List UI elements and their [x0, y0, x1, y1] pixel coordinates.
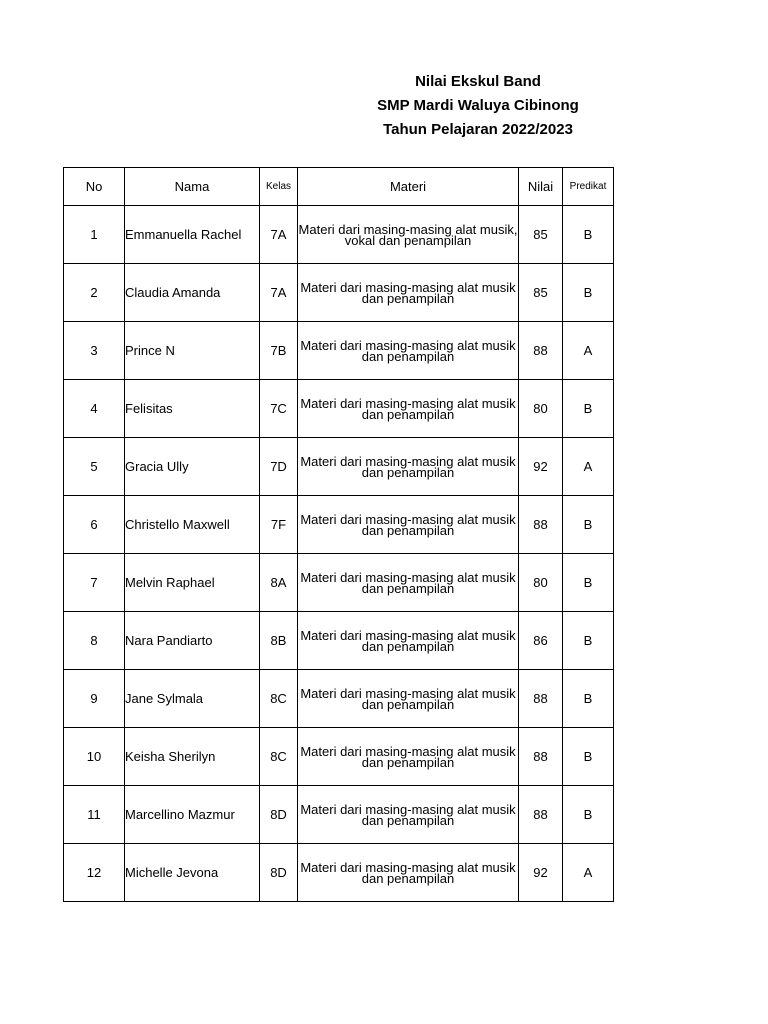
- col-header-nilai: Nilai: [519, 168, 563, 206]
- cell-materi: Materi dari masing-masing alat musik dan penampilan: [298, 264, 519, 322]
- cell-no: 1: [64, 206, 125, 264]
- col-header-nama: Nama: [125, 168, 260, 206]
- table-row: [64, 844, 614, 902]
- col-header-materi: Materi: [298, 168, 519, 206]
- cell-nama: Prince N: [125, 322, 260, 380]
- cell-predikat: B: [563, 264, 614, 322]
- cell-kelas: 8D: [260, 786, 298, 844]
- cell-nama: Marcellino Mazmur: [125, 786, 260, 844]
- cell-nilai: 92: [519, 438, 563, 496]
- cell-nilai: 88: [519, 786, 563, 844]
- cell-nama: Nara Pandiarto: [125, 612, 260, 670]
- cell-materi: Materi dari masing-masing alat musik dan penampilan: [298, 670, 519, 728]
- table-row: [64, 612, 614, 670]
- table-row: [64, 206, 614, 264]
- grades-table: [63, 167, 614, 902]
- table-row: [64, 496, 614, 554]
- title-school: SMP Mardi Waluya Cibinong: [377, 97, 579, 114]
- cell-nama: Jane Sylmala: [125, 670, 260, 728]
- cell-materi: Materi dari masing-masing alat musik dan penampilan: [298, 380, 519, 438]
- cell-nilai: 92: [519, 844, 563, 902]
- cell-no: 6: [64, 496, 125, 554]
- cell-materi: Materi dari masing-masing alat musik dan penampilan: [298, 438, 519, 496]
- cell-nilai: 86: [519, 612, 563, 670]
- cell-kelas: 7D: [260, 438, 298, 496]
- cell-nama: Claudia Amanda: [125, 264, 260, 322]
- cell-predikat: B: [563, 612, 614, 670]
- table-row: [64, 728, 614, 786]
- table-row: [64, 380, 614, 438]
- cell-kelas: 7C: [260, 380, 298, 438]
- cell-predikat: B: [563, 496, 614, 554]
- cell-materi: Materi dari masing-masing alat musik dan penampilan: [298, 612, 519, 670]
- cell-nilai: 85: [519, 206, 563, 264]
- cell-predikat: A: [563, 844, 614, 902]
- col-header-kelas: Kelas: [260, 168, 298, 206]
- cell-kelas: 7F: [260, 496, 298, 554]
- table-row: [64, 322, 614, 380]
- cell-materi: Materi dari masing-masing alat musik dan penampilan: [298, 844, 519, 902]
- table-row: [64, 786, 614, 844]
- cell-nama: Christello Maxwell: [125, 496, 260, 554]
- cell-no: 4: [64, 380, 125, 438]
- cell-kelas: 8A: [260, 554, 298, 612]
- cell-materi: Materi dari masing-masing alat musik dan penampilan: [298, 496, 519, 554]
- cell-nilai: 88: [519, 670, 563, 728]
- cell-materi: Materi dari masing-masing alat musik, vokal dan penampilan: [298, 206, 519, 264]
- cell-predikat: A: [563, 438, 614, 496]
- cell-nilai: 88: [519, 322, 563, 380]
- cell-predikat: B: [563, 728, 614, 786]
- cell-no: 3: [64, 322, 125, 380]
- cell-nilai: 88: [519, 728, 563, 786]
- col-header-no: No: [64, 168, 125, 206]
- cell-materi: Materi dari masing-masing alat musik dan penampilan: [298, 322, 519, 380]
- cell-nama: Melvin Raphael: [125, 554, 260, 612]
- cell-predikat: B: [563, 206, 614, 264]
- cell-kelas: 8D: [260, 844, 298, 902]
- cell-nama: Michelle Jevona: [125, 844, 260, 902]
- cell-predikat: B: [563, 380, 614, 438]
- title-activity: Nilai Ekskul Band: [415, 73, 541, 90]
- cell-nilai: 80: [519, 380, 563, 438]
- table-row: [64, 670, 614, 728]
- table-row: [64, 264, 614, 322]
- cell-kelas: 7A: [260, 264, 298, 322]
- cell-no: 9: [64, 670, 125, 728]
- col-header-predikat: Predikat: [563, 168, 614, 206]
- cell-predikat: B: [563, 554, 614, 612]
- cell-nama: Keisha Sherilyn: [125, 728, 260, 786]
- cell-no: 11: [64, 786, 125, 844]
- cell-nilai: 85: [519, 264, 563, 322]
- cell-kelas: 7A: [260, 206, 298, 264]
- cell-materi: Materi dari masing-masing alat musik dan penampilan: [298, 786, 519, 844]
- grades-table-body: [64, 206, 614, 902]
- cell-nama: Emmanuella Rachel: [125, 206, 260, 264]
- cell-no: 12: [64, 844, 125, 902]
- cell-materi: Materi dari masing-masing alat musik dan penampilan: [298, 554, 519, 612]
- cell-no: 7: [64, 554, 125, 612]
- document-title: [0, 70, 768, 142]
- cell-no: 8: [64, 612, 125, 670]
- cell-no: 5: [64, 438, 125, 496]
- cell-nama: Gracia Ully: [125, 438, 260, 496]
- cell-kelas: 7B: [260, 322, 298, 380]
- table-row: [64, 438, 614, 496]
- cell-nilai: 80: [519, 554, 563, 612]
- header-row: [64, 168, 614, 206]
- cell-predikat: B: [563, 786, 614, 844]
- cell-predikat: A: [563, 322, 614, 380]
- title-academic-year: Tahun Pelajaran 2022/2023: [383, 121, 573, 138]
- table-row: [64, 554, 614, 612]
- grades-table-header: [64, 168, 614, 206]
- cell-no: 10: [64, 728, 125, 786]
- cell-kelas: 8C: [260, 728, 298, 786]
- cell-no: 2: [64, 264, 125, 322]
- cell-predikat: B: [563, 670, 614, 728]
- cell-kelas: 8C: [260, 670, 298, 728]
- cell-nilai: 88: [519, 496, 563, 554]
- cell-kelas: 8B: [260, 612, 298, 670]
- cell-nama: Felisitas: [125, 380, 260, 438]
- cell-materi: Materi dari masing-masing alat musik dan penampilan: [298, 728, 519, 786]
